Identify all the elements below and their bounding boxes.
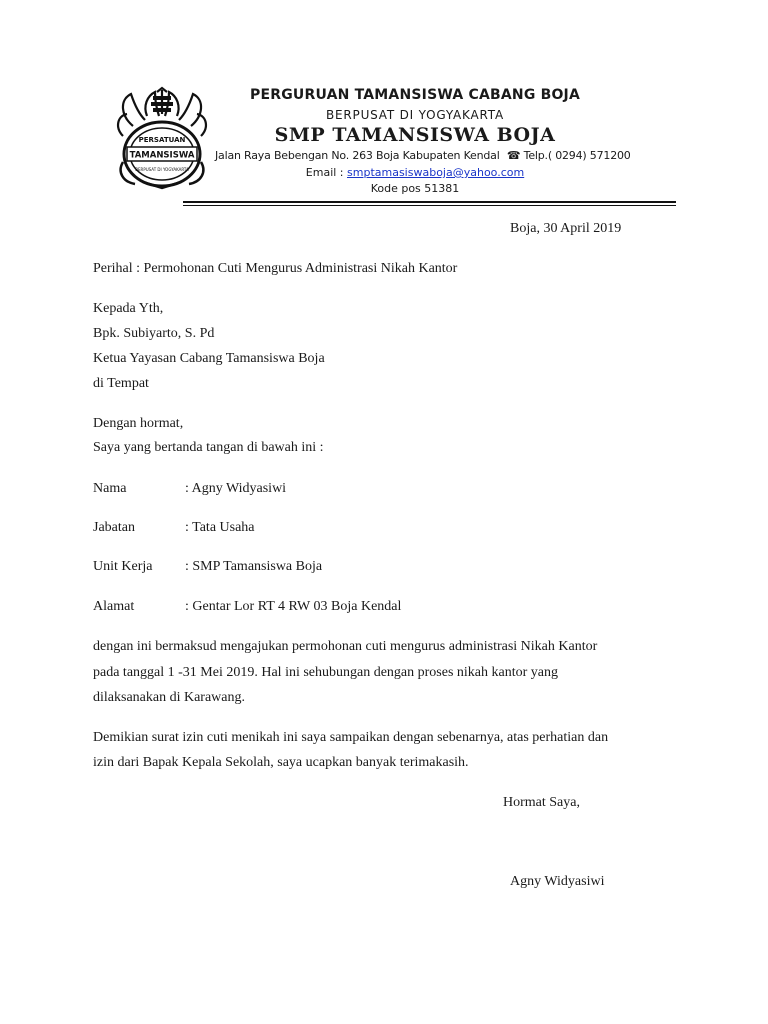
school-phone: Telp.( 0294) 571200 — [523, 149, 631, 162]
field-value: : Tata Usaha — [185, 520, 255, 535]
field-label: Unit Kerja — [93, 559, 153, 574]
postal-code: Kode pos 51381 — [370, 182, 460, 195]
field-label: Nama — [93, 481, 127, 496]
body-line: pada tanggal 1 -31 Mei 2019. Hal ini sehubungan dengan proses nikah kantor yang — [93, 665, 559, 680]
closing-paragraph-line: Demikian surat izin cuti menikah ini saya sampaikan dengan sebenarnya, atas perhatian dan — [93, 730, 609, 745]
closing-paragraph-line: izin dari Bapak Kepala Sekolah, saya ucapkan banyak terimakasih. — [93, 755, 469, 770]
letter-subject: Perihal : Permohonan Cuti Mengurus Administrasi Nikah Kantor — [93, 261, 458, 276]
signature-name: Agny Widyasiwi — [510, 874, 605, 889]
field-value: : SMP Tamansiswa Boja — [185, 559, 323, 574]
field-value: : Gentar Lor RT 4 RW 03 Boja Kendal — [185, 599, 402, 614]
org-location: BERPUSAT DI YOGYAKARTA — [326, 108, 504, 122]
logo-top-text: PERSATUAN — [138, 136, 186, 144]
recipient-line: Ketua Yayasan Cabang Tamansiswa Boja — [93, 351, 325, 366]
tamansiswa-logo — [113, 86, 211, 190]
org-name: PERGURUAN TAMANSISWA CABANG BOJA — [250, 87, 580, 103]
field-value: : Agny Widyasiwi — [185, 481, 287, 496]
closing-salutation: Hormat Saya, — [503, 795, 580, 810]
recipient-line: Kepada Yth, — [93, 301, 164, 316]
school-name: SMP TAMANSISWA BOJA — [274, 124, 556, 146]
recipient-line: di Tempat — [93, 376, 149, 391]
recipient-line: Bpk. Subiyarto, S. Pd — [93, 326, 215, 341]
letter-date: Boja, 30 April 2019 — [510, 221, 622, 236]
letterhead-divider-thin — [183, 205, 676, 206]
school-address: Jalan Raya Bebengan No. 263 Boja Kabupaten Kendal — [215, 149, 500, 162]
letterhead-divider-thick — [183, 201, 676, 203]
body-line: dilaksanakan di Karawang. — [93, 690, 245, 705]
school-address-line — [215, 149, 631, 162]
field-label: Alamat — [93, 599, 135, 614]
email-label: Email : — [305, 166, 344, 179]
email-link[interactable]: smptamasiswaboja@yahoo.com — [347, 166, 525, 179]
logo-bottom-text: BERPUSAT DI YOGYAKARTA — [135, 167, 189, 172]
greeting: Dengan hormat, — [93, 416, 184, 431]
logo-middle-text: TAMANSISWA — [129, 150, 195, 161]
intro-line: Saya yang bertanda tangan di bawah ini : — [93, 440, 324, 455]
telephone-icon: ☎ — [506, 149, 521, 162]
body-line: dengan ini bermaksud mengajukan permohonan cuti mengurus administrasi Nikah Kantor — [93, 639, 598, 654]
field-label: Jabatan — [93, 520, 135, 535]
email-line — [215, 166, 615, 179]
